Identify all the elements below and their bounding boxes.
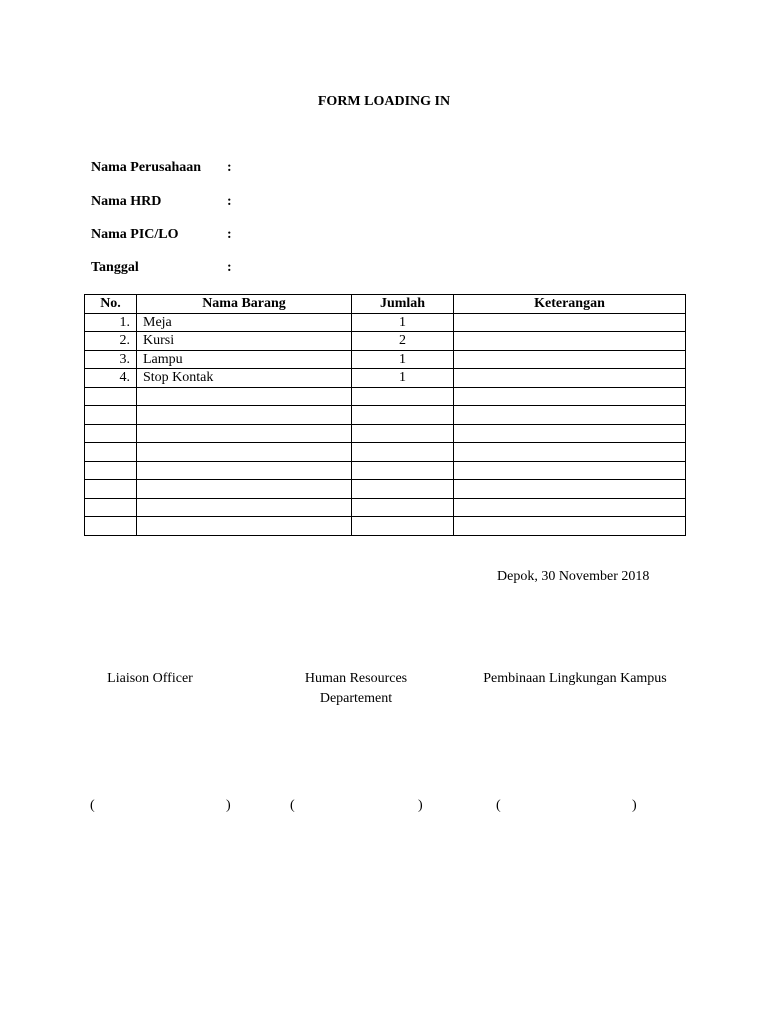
signature-2-open-paren: (	[290, 798, 295, 813]
cell-item-name	[137, 480, 352, 499]
table-row-empty	[85, 406, 686, 425]
cell-quantity	[352, 406, 454, 425]
table-row-empty	[85, 461, 686, 480]
field-company	[91, 160, 232, 176]
signatory-hr-department-line2: Departement	[319, 691, 393, 706]
cell-no	[85, 424, 137, 443]
field-pic	[91, 227, 232, 243]
signature-1-close-paren: )	[226, 798, 231, 813]
header-no: No.	[85, 295, 137, 314]
cell-item-name	[137, 498, 352, 517]
cell-item-name: Meja	[137, 313, 352, 332]
signature-1-open-paren: (	[90, 798, 95, 813]
signatory-campus-environment	[470, 669, 680, 689]
cell-no	[85, 387, 137, 406]
cell-no	[85, 443, 137, 462]
table-row-empty	[85, 498, 686, 517]
field-date-label: Tanggal	[91, 260, 139, 275]
form-title: FORM LOADING IN	[317, 94, 451, 109]
header-notes: Keterangan	[454, 295, 686, 314]
cell-item-name: Stop Kontak	[137, 369, 352, 388]
cell-no	[85, 461, 137, 480]
cell-quantity	[352, 498, 454, 517]
field-company-colon: :	[227, 160, 232, 175]
signature-3-open-paren: (	[496, 798, 501, 813]
signature-3-close-paren: )	[632, 798, 637, 813]
cell-notes	[454, 498, 686, 517]
field-date	[91, 260, 232, 276]
cell-no	[85, 480, 137, 499]
signatory-hr-department-line1: Human Resources	[304, 671, 408, 686]
field-pic-label: Nama PIC/LO	[91, 227, 179, 242]
cell-notes	[454, 443, 686, 462]
table-header-row	[85, 295, 686, 314]
field-hrd-colon: :	[227, 194, 232, 209]
field-company-label: Nama Perusahaan	[91, 160, 202, 175]
cell-quantity	[352, 443, 454, 462]
place-date: Depok, 30 November 2018	[497, 569, 650, 584]
cell-item-name	[137, 424, 352, 443]
field-date-colon: :	[227, 260, 232, 275]
signatory-liaison-officer	[90, 669, 210, 689]
cell-item-name	[137, 517, 352, 536]
cell-notes	[454, 387, 686, 406]
cell-notes	[454, 461, 686, 480]
signatory-campus-environment-line1: Pembinaan Lingkungan Kampus	[483, 671, 667, 686]
cell-quantity	[352, 387, 454, 406]
field-hrd	[91, 194, 232, 210]
cell-item-name: Lampu	[137, 350, 352, 369]
items-table	[84, 294, 686, 536]
cell-quantity: 1	[352, 350, 454, 369]
signature-2-close-paren: )	[418, 798, 423, 813]
cell-notes	[454, 313, 686, 332]
cell-notes	[454, 517, 686, 536]
header-quantity: Jumlah	[352, 295, 454, 314]
field-pic-colon: :	[227, 227, 232, 242]
table-row	[85, 332, 686, 351]
cell-quantity	[352, 461, 454, 480]
cell-no: 2.	[85, 332, 137, 351]
cell-quantity	[352, 517, 454, 536]
table-row	[85, 369, 686, 388]
cell-notes	[454, 350, 686, 369]
field-hrd-label: Nama HRD	[91, 194, 162, 209]
cell-notes	[454, 406, 686, 425]
table-row	[85, 350, 686, 369]
cell-notes	[454, 424, 686, 443]
table-row-empty	[85, 517, 686, 536]
cell-no: 1.	[85, 313, 137, 332]
cell-no: 4.	[85, 369, 137, 388]
table-row-empty	[85, 424, 686, 443]
table-row	[85, 313, 686, 332]
cell-no	[85, 498, 137, 517]
table-row-empty	[85, 480, 686, 499]
cell-notes	[454, 332, 686, 351]
signatory-liaison-officer-line1: Liaison Officer	[107, 671, 193, 686]
cell-item-name	[137, 461, 352, 480]
cell-no	[85, 406, 137, 425]
cell-quantity	[352, 424, 454, 443]
cell-no: 3.	[85, 350, 137, 369]
cell-quantity: 1	[352, 369, 454, 388]
cell-item-name	[137, 406, 352, 425]
cell-item-name	[137, 443, 352, 462]
cell-quantity: 1	[352, 313, 454, 332]
cell-notes	[454, 369, 686, 388]
table-row-empty	[85, 443, 686, 462]
header-item-name: Nama Barang	[137, 295, 352, 314]
cell-notes	[454, 480, 686, 499]
cell-no	[85, 517, 137, 536]
table-row-empty	[85, 387, 686, 406]
cell-item-name: Kursi	[137, 332, 352, 351]
cell-quantity: 2	[352, 332, 454, 351]
cell-item-name	[137, 387, 352, 406]
signatory-hr-department	[276, 669, 436, 709]
cell-quantity	[352, 480, 454, 499]
